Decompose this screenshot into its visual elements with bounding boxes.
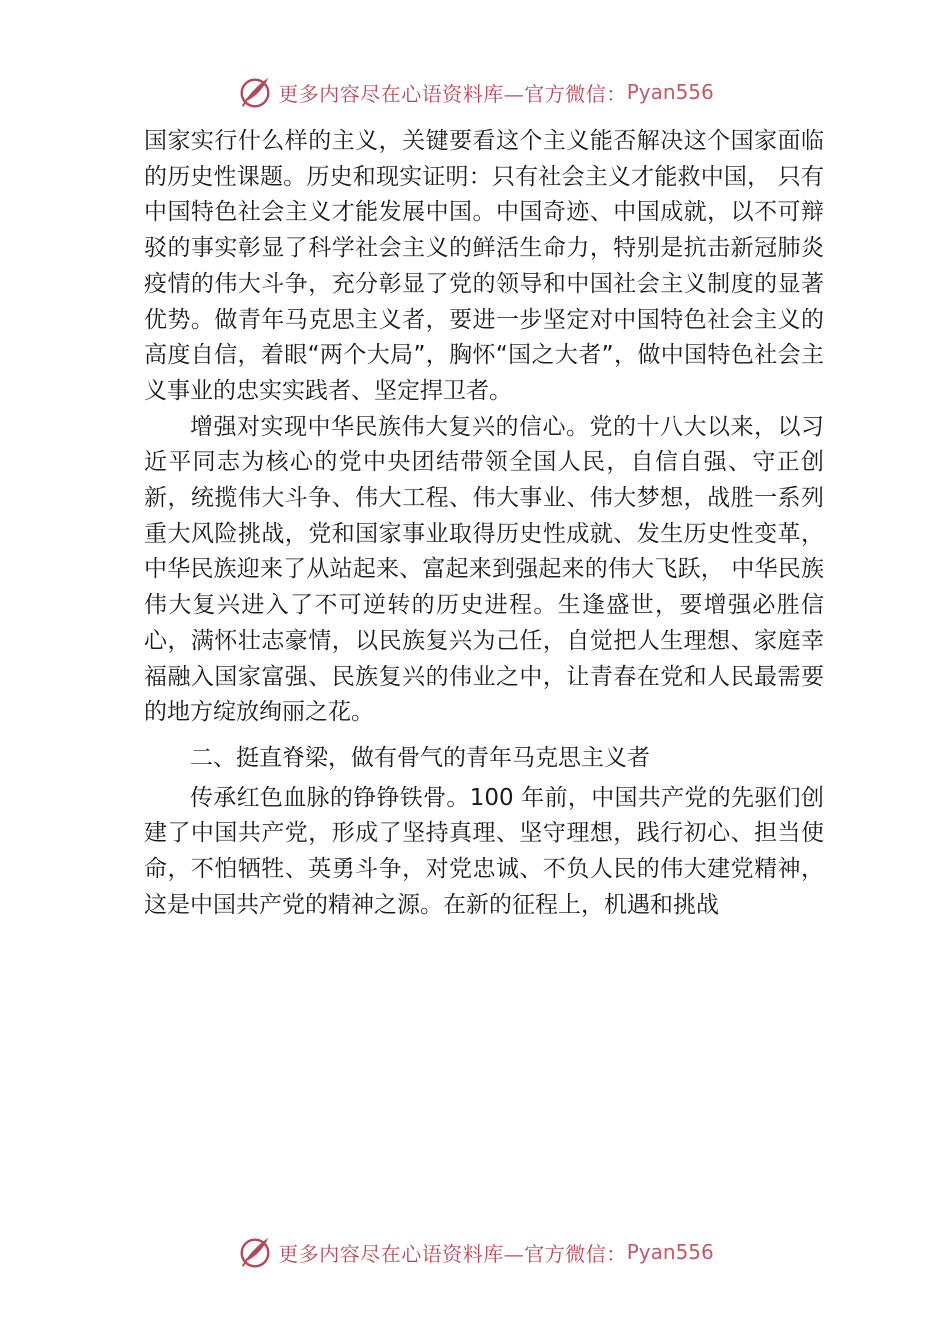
quill-logo-icon [236,1233,274,1271]
document-body [144,124,824,923]
header-site-text: 更多内容尽在心语资料库—官方微信： [278,81,627,106]
section-heading: 二、挺直脊梁，做有骨气的青年马克思主义者 [190,744,650,771]
footer-banner [0,1230,950,1274]
paragraph-1: 国家实行什么样的主义，关键要看这个主义能否解决这个国家面临的历史性课题。历史和现实证明：只有社会主义才能救中国， 只有中国特色社会主义才能发展中国。中国奇迹、中国成就，以不可辩驳的事实彰显了科学社会主义的鲜活生命力，特别是抗击新冠肺炎疫情的伟大斗争，充分彰显了党的领导和中国社会主义制度的显著优势。做青年马克思主义者，要进一步坚定对中国特色社会主义的高度自信，着眼“两个大局”，胸怀“国之大者”，做中国特色社会主义事业的忠实实践者、坚定捍卫者。 [144,128,824,404]
header-wechat-id[interactable]: Pyan556 [626,80,714,104]
footer-site-text: 更多内容尽在心语资料库—官方微信： [278,1241,627,1266]
paragraph-2: 增强对实现中华民族伟大复兴的信心。党的十八大以来，以习近平同志为核心的党中央团结带领全国人民，自信自强、守正创新，统揽伟大斗争、伟大工程、伟大事业、伟大梦想，战胜一系列重大风险挑战，党和国家事业取得历史性成就、发生历史性变革，中华民族迎来了从站起来、富起来到强起来的伟大飞跃， 中华民族伟大复兴进入了不可逆转的历史进程。生逢盛世，要增强必胜信心，满怀壮志豪情，以民族复兴为己任，自觉把人生理想、家庭幸福融入国家富强、民族复兴的伟业之中，让青春在党和人民最需要的地方绽放绚丽之花。 [144,413,824,726]
footer-wechat-id[interactable]: Pyan556 [626,1240,714,1264]
paragraph-3: 传承红色血脉的铮铮铁骨。100 年前，中国共产党的先驱们创建了中国共产党，形成了坚持真理、坚守理想，践行初心、担当使命，不怕牺牲、英勇斗争，对党忠诚、不负人民的伟大建党精神，这是中国共产党的精神之源。在新的征程上，机遇和挑战 [144,784,824,918]
quill-logo-icon [236,73,274,111]
header-banner [0,70,950,114]
